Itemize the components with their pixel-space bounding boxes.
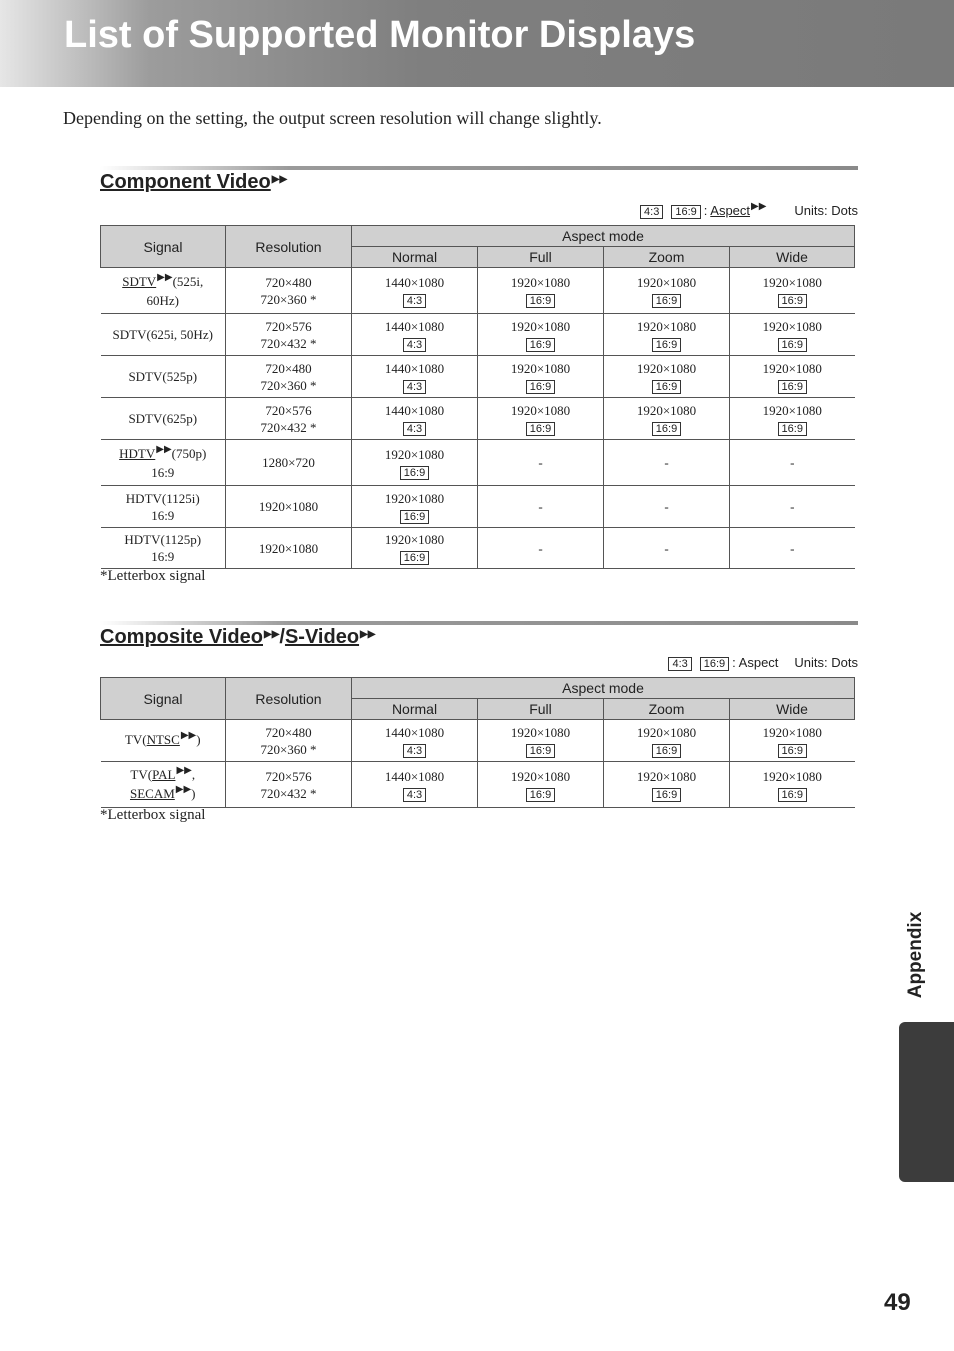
table-row (101, 528, 855, 569)
glossary-arrow-icon: ▶▶ (264, 629, 280, 640)
resolution-cell (226, 528, 352, 569)
zoom-resolution: - (664, 499, 669, 514)
signal-text: HDTV(1125i) (125, 490, 200, 506)
signal-glossary-link[interactable]: PAL (152, 766, 176, 782)
wide-aspect-tag: 16:9 (778, 294, 807, 308)
component-table (100, 225, 855, 569)
signal-cell (101, 268, 226, 314)
letterbox-resolution: 720×432 * (260, 419, 317, 435)
value-cell-zoom (604, 398, 730, 440)
normal-resolution: 1440×1080 (384, 724, 445, 740)
normal-resolution: 1920×1080 (384, 532, 445, 547)
value-cell-full (478, 762, 604, 808)
section-rule (100, 621, 858, 625)
resolution-cell (226, 720, 352, 762)
wide-resolution: - (790, 499, 795, 514)
resolution-cell (226, 486, 352, 528)
full-aspect-tag: 16:9 (526, 380, 555, 394)
value-cell-full (478, 314, 604, 356)
full-aspect-tag: 16:9 (526, 338, 555, 352)
letterbox-resolution: 720×432 * (260, 785, 317, 801)
table-row (101, 268, 855, 314)
normal-resolution: 1920×1080 (384, 446, 445, 462)
section-title (100, 171, 858, 194)
wide-resolution: 1920×1080 (762, 360, 822, 376)
legend-tag-43: 4:3 (640, 205, 663, 219)
table-row (101, 398, 855, 440)
glossary-arrow-icon: ▶▶ (751, 201, 767, 212)
resolution-cell (226, 398, 352, 440)
zoom-resolution: - (664, 540, 669, 556)
composite-video-link[interactable]: Composite Video (100, 626, 263, 648)
full-resolution: - (538, 455, 543, 470)
signal-separator: ) (196, 732, 201, 747)
resolution-value: 720×480 (265, 274, 312, 290)
resolution-value: 1280×720 (262, 455, 315, 470)
normal-aspect-tag: 4:3 (403, 380, 426, 394)
wide-aspect-tag: 16:9 (778, 744, 807, 758)
value-cell-zoom (604, 268, 730, 314)
normal-resolution: 1440×1080 (384, 402, 445, 418)
page-title: List of Supported Monitor Displays (64, 14, 696, 56)
footnote: *Letterbox signal (100, 807, 206, 823)
value-cell-wide (730, 314, 855, 356)
glossary-arrow-icon: ▶▶ (271, 174, 288, 185)
wide-resolution: 1920×1080 (762, 768, 822, 784)
glossary-arrow-icon: ▶▶ (360, 629, 376, 640)
signal-line2: 16:9 (151, 464, 175, 480)
value-cell-zoom (604, 314, 730, 356)
units-label: Units: Dots (794, 655, 858, 670)
signal-text: SDTV(525p) (128, 369, 198, 384)
full-aspect-tag: 16:9 (526, 788, 555, 802)
normal-resolution: 1440×1080 (384, 318, 445, 334)
units-label: Units: Dots (794, 203, 858, 218)
table-row (101, 356, 855, 398)
resolution-cell (226, 356, 352, 398)
value-cell-wide (730, 440, 855, 486)
full-resolution: 1920×1080 (510, 402, 571, 418)
letterbox-resolution: 720×432 * (260, 335, 317, 351)
table-row (101, 486, 855, 528)
composite-table (100, 677, 855, 808)
signal-prefix: TV( (124, 732, 147, 747)
full-aspect-tag: 16:9 (526, 744, 555, 758)
wide-aspect-tag: 16:9 (778, 338, 807, 352)
component-video-section (100, 166, 858, 584)
value-cell-zoom (604, 356, 730, 398)
zoom-aspect-tag: 16:9 (652, 338, 681, 352)
zoom-resolution: 1920×1080 (636, 768, 697, 784)
full-resolution: 1920×1080 (510, 360, 571, 376)
resolution-cell (226, 440, 352, 486)
resolution-cell (226, 314, 352, 356)
table-row (101, 314, 855, 356)
value-cell-normal (352, 720, 478, 762)
zoom-resolution: 1920×1080 (636, 274, 697, 290)
value-cell-full (478, 356, 604, 398)
zoom-resolution: 1920×1080 (636, 360, 697, 376)
resolution-value: 720×480 (265, 360, 312, 376)
signal-line (101, 273, 226, 292)
header-signal: Signal (101, 678, 226, 720)
signal-line (101, 531, 226, 548)
full-aspect-tag: 16:9 (526, 422, 555, 436)
letterbox-resolution: 720×360 * (260, 741, 317, 757)
header-wide: Wide (730, 699, 855, 720)
composite-video-section (100, 621, 858, 823)
value-cell-normal (352, 440, 478, 486)
signal-cell (101, 720, 226, 762)
header-wide: Wide (730, 247, 855, 268)
zoom-resolution: - (664, 455, 669, 470)
signal-glossary-link[interactable]: HDTV (119, 445, 156, 461)
value-cell-wide (730, 356, 855, 398)
wide-resolution: - (790, 455, 795, 470)
full-resolution: - (538, 540, 543, 556)
wide-aspect-tag: 16:9 (778, 422, 807, 436)
legend-aspect-prefix: : (703, 203, 711, 218)
legend-tag-43: 4:3 (668, 657, 691, 671)
letterbox-resolution: 720×360 * (260, 291, 317, 307)
legend-aspect-text: : Aspect (732, 655, 779, 670)
normal-resolution: 1920×1080 (384, 490, 445, 506)
footnote: *Letterbox signal (100, 568, 206, 584)
signal-cell (101, 762, 226, 808)
full-resolution: 1920×1080 (510, 274, 571, 290)
wide-resolution: - (790, 540, 795, 556)
value-cell-zoom (604, 440, 730, 486)
signal-line2: 60Hz) (146, 292, 179, 308)
glossary-arrow-icon: ▶▶ (176, 764, 192, 776)
wide-resolution: 1920×1080 (762, 318, 822, 334)
normal-aspect-tag: 4:3 (403, 338, 426, 352)
value-cell-zoom (604, 720, 730, 762)
wide-resolution: 1920×1080 (762, 274, 822, 290)
value-cell-normal (352, 398, 478, 440)
signal-line (101, 490, 226, 507)
signal-line2 (101, 785, 226, 804)
value-cell-normal (352, 268, 478, 314)
component-video-link[interactable]: Component Video (100, 171, 271, 193)
glossary-arrow-icon: ▶▶ (157, 271, 173, 283)
legend-tag-169: 16:9 (671, 205, 700, 219)
zoom-aspect-tag: 16:9 (652, 380, 681, 394)
signal-suffix: (525i, (172, 273, 204, 289)
value-cell-normal (352, 528, 478, 569)
resolution-value: 720×480 (265, 724, 312, 740)
signal-cell (101, 356, 226, 398)
value-cell-wide (730, 398, 855, 440)
value-cell-wide (730, 486, 855, 528)
signal-line2: 16:9 (151, 507, 175, 523)
zoom-aspect-tag: 16:9 (652, 294, 681, 308)
signal-glossary-link[interactable]: SECAM (129, 785, 175, 801)
full-resolution: 1920×1080 (510, 768, 571, 784)
zoom-aspect-tag: 16:9 (652, 422, 681, 436)
title-separator: / (279, 626, 285, 648)
value-cell-wide (730, 762, 855, 808)
normal-aspect-tag: 4:3 (403, 788, 426, 802)
header-resolution: Resolution (226, 226, 352, 268)
signal-separator: , (191, 766, 196, 782)
glossary-arrow-icon: ▶▶ (180, 730, 197, 741)
zoom-resolution: 1920×1080 (636, 724, 697, 740)
header-signal: Signal (101, 226, 226, 268)
signal-glossary-link[interactable]: NTSC (146, 732, 180, 747)
value-cell-wide (730, 268, 855, 314)
signal-cell (101, 486, 226, 528)
signal-text: SDTV(625p) (128, 411, 198, 426)
normal-resolution: 1440×1080 (384, 274, 445, 290)
s-video-link[interactable]: S-Video (284, 626, 360, 648)
signal-cell (101, 528, 226, 569)
header-full: Full (478, 699, 604, 720)
zoom-aspect-tag: 16:9 (652, 744, 681, 758)
glossary-arrow-icon: ▶▶ (156, 443, 172, 455)
signal-prefix: TV( (130, 766, 153, 782)
header-zoom: Zoom (604, 699, 730, 720)
normal-resolution: 1440×1080 (384, 360, 445, 376)
full-resolution: - (538, 499, 543, 514)
resolution-value: 720×576 (265, 768, 312, 784)
table-row (101, 440, 855, 486)
resolution-value: 1920×1080 (258, 540, 319, 556)
section-title (100, 626, 858, 649)
value-cell-full (478, 720, 604, 762)
header-zoom: Zoom (604, 247, 730, 268)
normal-aspect-tag: 4:3 (403, 422, 426, 436)
header-normal: Normal (352, 247, 478, 268)
header-aspect-mode: Aspect mode (352, 678, 855, 699)
zoom-resolution: 1920×1080 (636, 318, 697, 334)
header-normal: Normal (352, 699, 478, 720)
value-cell-full (478, 486, 604, 528)
normal-aspect-tag: 4:3 (403, 294, 426, 308)
side-tab-label (896, 890, 936, 1020)
signal-glossary-link[interactable]: SDTV (122, 273, 157, 289)
value-cell-zoom (604, 486, 730, 528)
normal-resolution: 1440×1080 (384, 768, 445, 784)
signal-line (101, 445, 226, 464)
value-cell-normal (352, 762, 478, 808)
signal-line (101, 368, 226, 385)
value-cell-full (478, 440, 604, 486)
wide-aspect-tag: 16:9 (778, 380, 807, 394)
wide-resolution: 1920×1080 (762, 402, 822, 418)
signal-line (101, 410, 226, 427)
signal-text: HDTV(1125p) (124, 532, 202, 547)
header-resolution: Resolution (226, 678, 352, 720)
header-full: Full (478, 247, 604, 268)
zoom-resolution: 1920×1080 (636, 402, 697, 418)
resolution-cell (226, 762, 352, 808)
signal-suffix: ) (191, 785, 196, 801)
section-rule (100, 166, 858, 170)
signal-line (101, 766, 226, 785)
full-resolution: 1920×1080 (510, 318, 571, 334)
resolution-value: 1920×1080 (258, 499, 319, 514)
signal-cell (101, 398, 226, 440)
page-number: 49 (884, 1289, 911, 1316)
signal-text: SDTV(625i, 50Hz) (112, 327, 213, 342)
table-row (101, 720, 855, 762)
intro-text: Depending on the setting, the output screen resolution will change slightly. (63, 108, 602, 128)
resolution-value: 720×576 (265, 318, 312, 334)
normal-aspect-tag: 4:3 (403, 744, 426, 758)
value-cell-wide (730, 720, 855, 762)
full-aspect-tag: 16:9 (526, 294, 555, 308)
value-cell-wide (730, 528, 855, 569)
header-aspect-mode: Aspect mode (352, 226, 855, 247)
value-cell-full (478, 268, 604, 314)
wide-aspect-tag: 16:9 (778, 788, 807, 802)
signal-cell (101, 314, 226, 356)
value-cell-full (478, 398, 604, 440)
appendix-label: Appendix (905, 911, 926, 999)
legend (668, 655, 858, 671)
normal-aspect-tag: 16:9 (400, 551, 429, 565)
signal-line (101, 326, 226, 343)
normal-aspect-tag: 16:9 (400, 466, 429, 480)
full-resolution: 1920×1080 (510, 724, 571, 740)
appendix-tab[interactable] (899, 1022, 954, 1182)
zoom-aspect-tag: 16:9 (652, 788, 681, 802)
signal-line2: 16:9 (151, 549, 175, 564)
legend (640, 203, 858, 219)
resolution-value: 720×576 (265, 402, 312, 418)
value-cell-zoom (604, 762, 730, 808)
value-cell-normal (352, 486, 478, 528)
title-banner (0, 0, 954, 87)
letterbox-resolution: 720×360 * (260, 377, 317, 393)
value-cell-normal (352, 356, 478, 398)
value-cell-normal (352, 314, 478, 356)
glossary-arrow-icon: ▶▶ (175, 783, 192, 795)
value-cell-zoom (604, 528, 730, 569)
signal-line (101, 731, 226, 750)
legend-tag-169: 16:9 (700, 657, 729, 671)
normal-aspect-tag: 16:9 (400, 510, 429, 524)
wide-resolution: 1920×1080 (762, 724, 822, 740)
resolution-cell (226, 268, 352, 314)
signal-suffix: (750p) (171, 445, 207, 461)
value-cell-full (478, 528, 604, 569)
aspect-link[interactable]: Aspect (710, 203, 751, 218)
signal-cell (101, 440, 226, 486)
table-row (101, 762, 855, 808)
